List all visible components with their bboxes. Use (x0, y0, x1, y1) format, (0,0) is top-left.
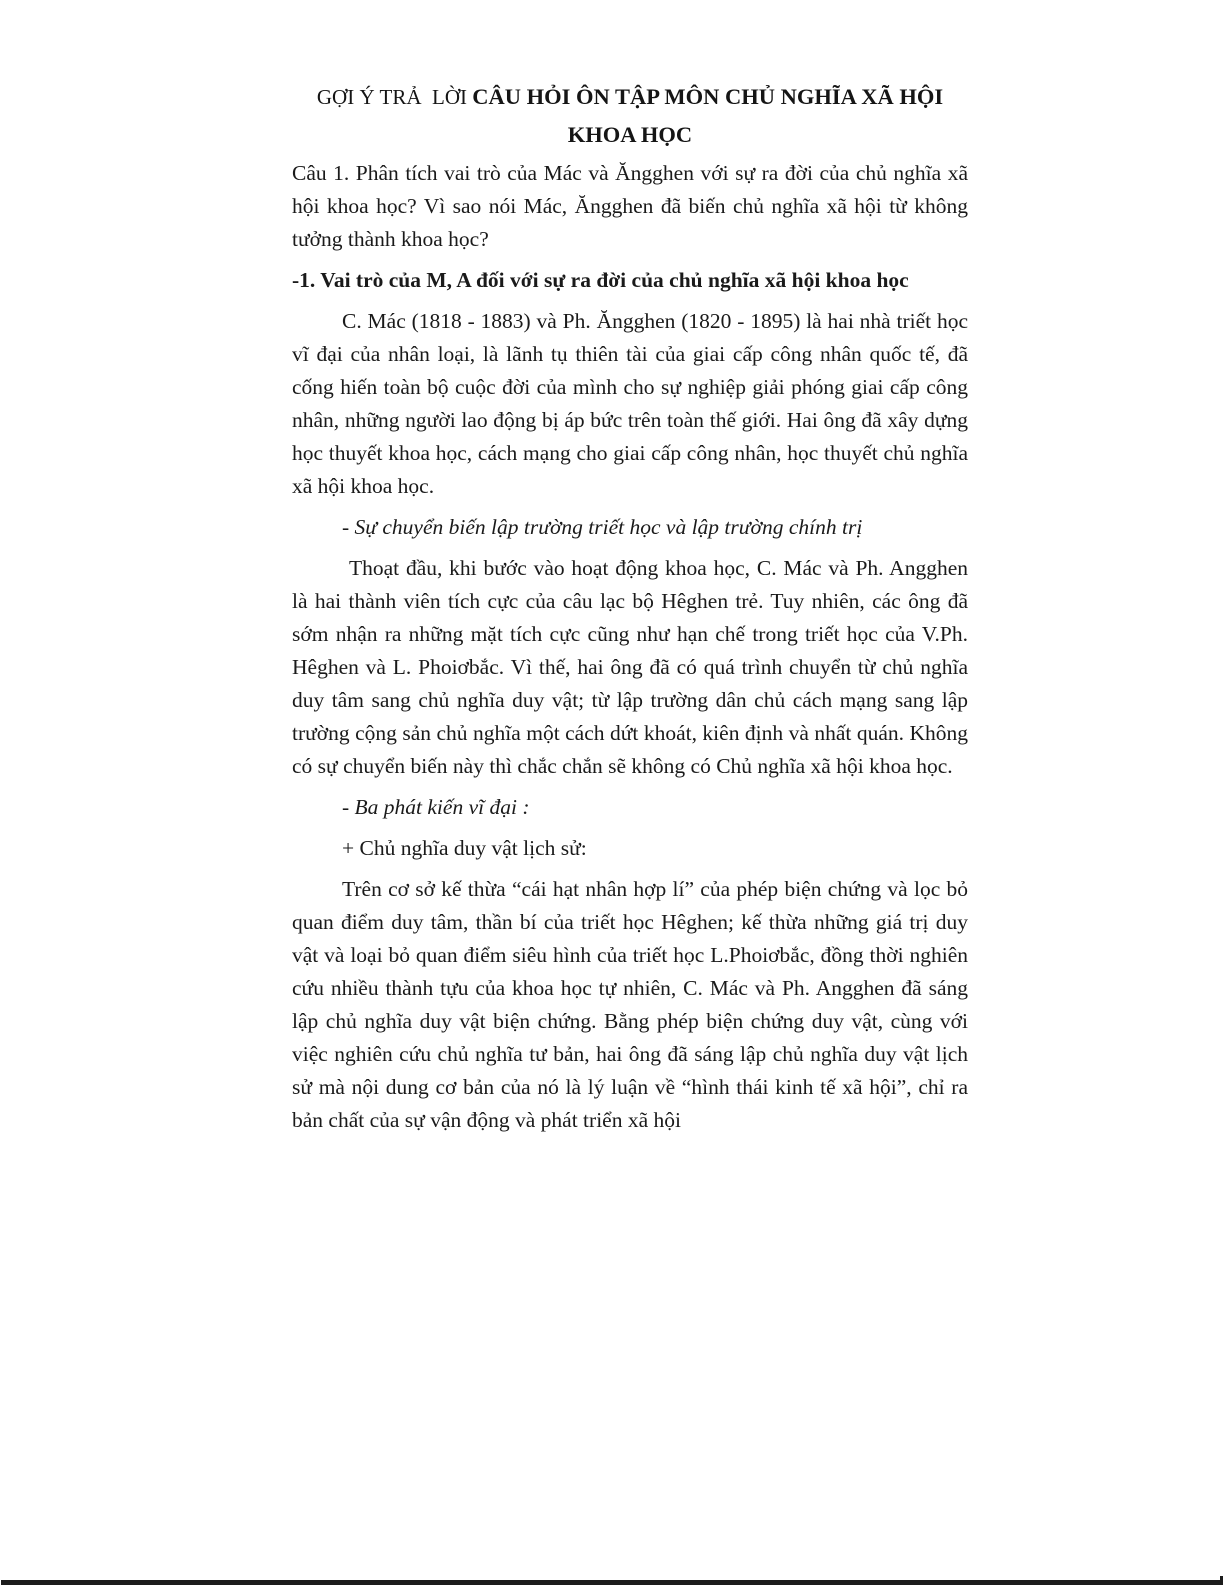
subheading-three-great-discoveries: - Ba phát kiến vĩ đại : (342, 795, 530, 819)
paragraph-marx-engels-intro: C. Mác (1818 - 1883) và Ph. Ăngghen (1820 - 1895) là hai nhà triết học vĩ đại của nhân loại, là lãnh tụ thiên tài của giai cấp công nhân quốc tế, đã cống hiến toàn bộ cuộc đời của mình cho sự nghiệp giải phóng giai cấp công nhân, những người lao động bị áp bức trên toàn thế giới. Hai ông đã xây dựng học thuyết khoa học, cách mạng cho giai cấp công nhân, học thuyết chủ nghĩa xã hội khoa học. (292, 309, 968, 498)
next-page-edge-corner (1220, 1576, 1223, 1585)
document-title (292, 78, 968, 153)
paragraph-philosophical-transition: Thoạt đầu, khi bước vào hoạt động khoa học, C. Mác và Ph. Angghen là hai thành viên tích cực của câu lạc bộ Hêghen trẻ. Tuy nhiên, các ông đã sớm nhận ra những mặt tích cực cũng như hạn chế trong triết học của V.Ph. Hêghen và L. Phoiơbắc. Vì thế, hai ông đã có quá trình chuyển từ chủ nghĩa duy tâm sang chủ nghĩa duy vật; từ lập trường dân chủ cách mạng sang lập trường cộng sản chủ nghĩa một cách dứt khoát, kiên định và nhất quán. Không có sự chuyển biến này thì chắc chắn sẽ không có Chủ nghĩa xã hội khoa học. (292, 556, 968, 778)
title-main: CÂU HỎI ÔN TẬP MÔN CHỦ NGHĨA XÃ HỘI KHOA HỌC (472, 84, 944, 147)
subheading-historical-materialism: + Chủ nghĩa duy vật lịch sử: (342, 836, 587, 860)
question-text: Câu 1. Phân tích vai trò của Mác và Ăngghen với sự ra đời của chủ nghĩa xã hội khoa học? Vì sao nói Mác, Ăngghen đã biến chủ nghĩa xã hội từ không tưởng thành khoa học? (292, 161, 968, 251)
paragraph-historical-materialism: Trên cơ sở kế thừa “cái hạt nhân hợp lí” của phép biện chứng và lọc bỏ quan điểm duy tâm, thần bí của triết học Hêghen; kế thừa những giá trị duy vật và loại bỏ quan điểm siêu hình của triết học L.Phoiơbắc, đồng thời nghiên cứu nhiều thành tựu của khoa học tự nhiên, C. Mác và Ph. Angghen đã sáng lập chủ nghĩa duy vật biện chứng. Bằng phép biện chứng duy vật, cùng với việc nghiên cứu chủ nghĩa tư bản, hai ông đã sáng lập chủ nghĩa duy vật lịch sử mà nội dung cơ bản của nó là lý luận về “hình thái kinh tế xã hội”, chỉ ra bản chất của sự vận động và phát triển xã hội (292, 877, 968, 1132)
next-page-top-edge (1, 1580, 1222, 1585)
document-content (292, 78, 968, 1137)
section-heading: -1. Vai trò của M, A đối với sự ra đời của chủ nghĩa xã hội khoa học (292, 268, 909, 292)
subheading-philosophical-transition: - Sự chuyển biến lập trường triết học và lập trường chính trị (342, 515, 863, 539)
title-prefix: GỢI Ý TRẢ LỜI (316, 85, 473, 109)
